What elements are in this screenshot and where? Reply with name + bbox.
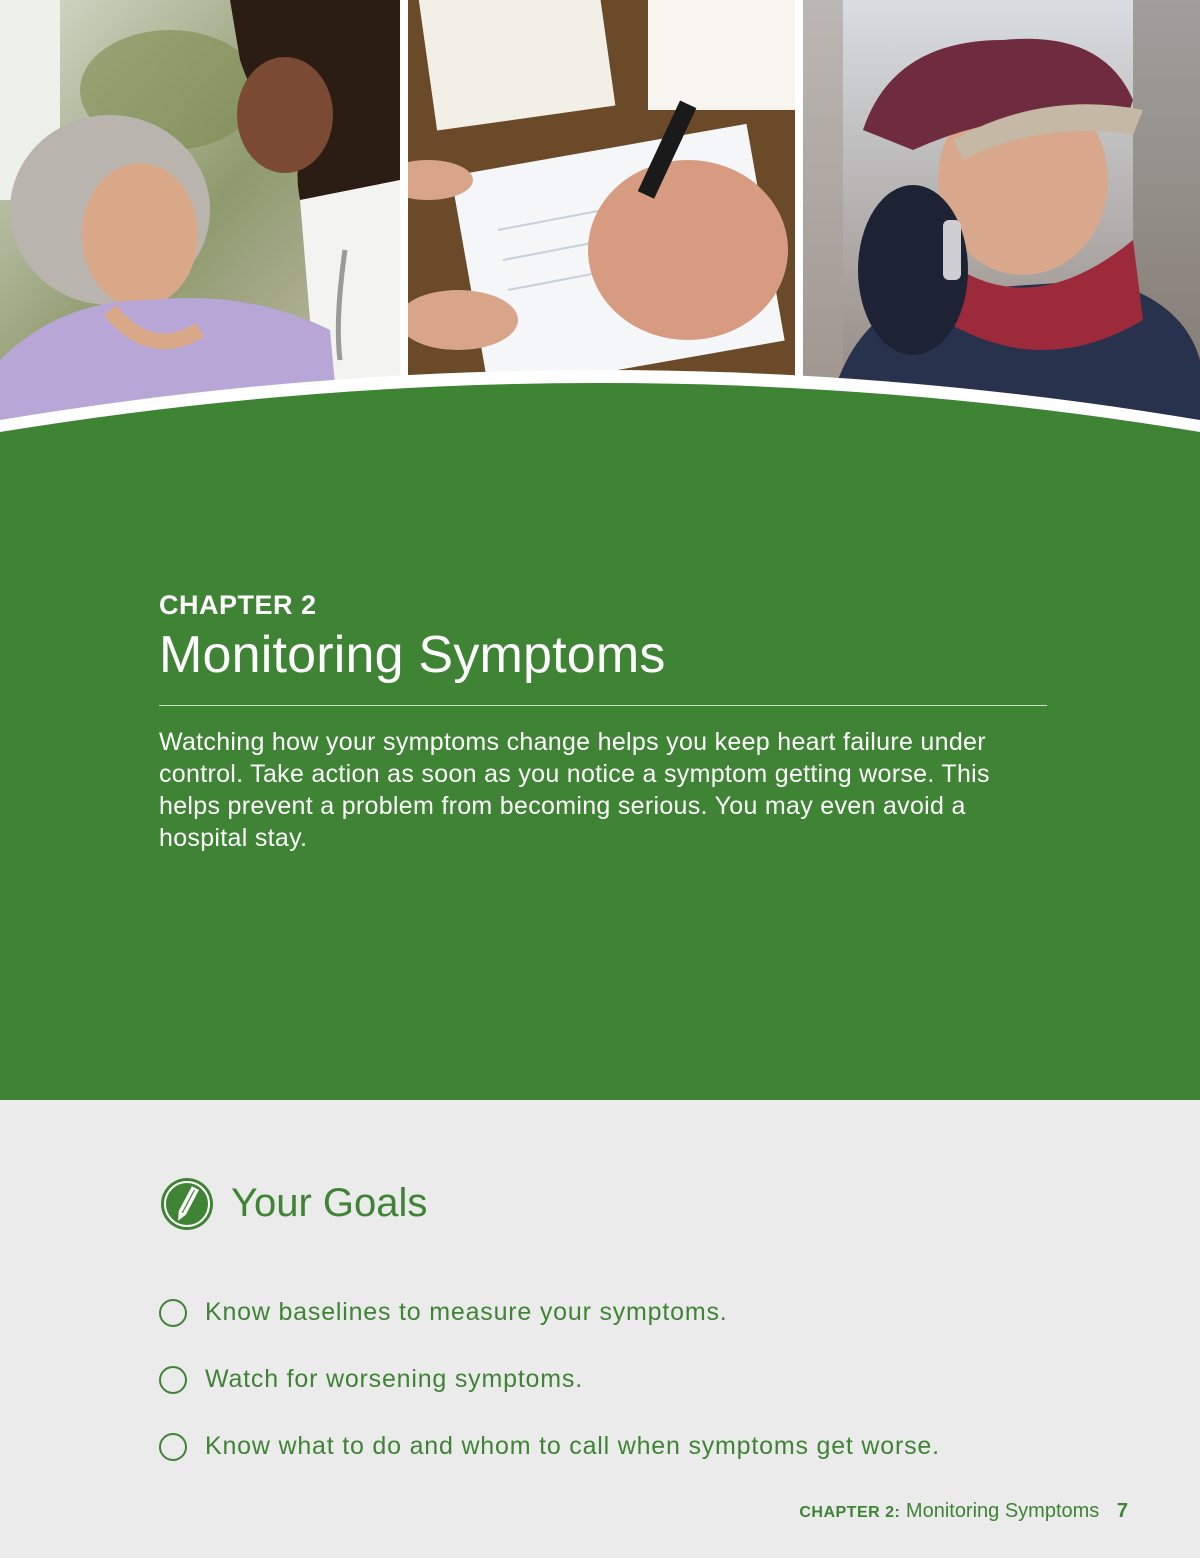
page-number: 7 [1116, 1500, 1128, 1522]
goal-checkbox[interactable] [159, 1366, 187, 1394]
page-footer [799, 1500, 1128, 1523]
chapter-header [159, 590, 1047, 879]
goals-title: Your Goals [231, 1181, 428, 1226]
footer-chapter: CHAPTER 2: [799, 1504, 901, 1521]
goals-section [159, 1148, 1059, 1480]
header-divider [159, 705, 1047, 706]
footer-title: Monitoring Symptoms [905, 1500, 1100, 1522]
chapter-intro: Watching how your symptoms change helps you keep heart failure under control. Take action as soon as you notice a symptom getting worse. This helps prevent a problem from becoming serious. You may even avoid a hospital stay. [159, 728, 990, 852]
goal-text: Know what to do and whom to call when symptoms get worse. [205, 1432, 940, 1461]
goal-checkbox[interactable] [159, 1433, 187, 1461]
goal-item [159, 1279, 1059, 1346]
pencil-icon [159, 1176, 215, 1232]
goal-text: Watch for worsening symptoms. [205, 1365, 583, 1394]
goal-item [159, 1346, 1059, 1413]
goal-checkbox[interactable] [159, 1299, 187, 1327]
goal-text: Know baselines to measure your symptoms. [205, 1298, 728, 1327]
goal-item [159, 1413, 1059, 1480]
goals-header [159, 1148, 1059, 1259]
goal-list [159, 1279, 1059, 1480]
chapter-label: CHAPTER 2 [159, 590, 317, 620]
chapter-title: Monitoring Symptoms [159, 626, 666, 684]
